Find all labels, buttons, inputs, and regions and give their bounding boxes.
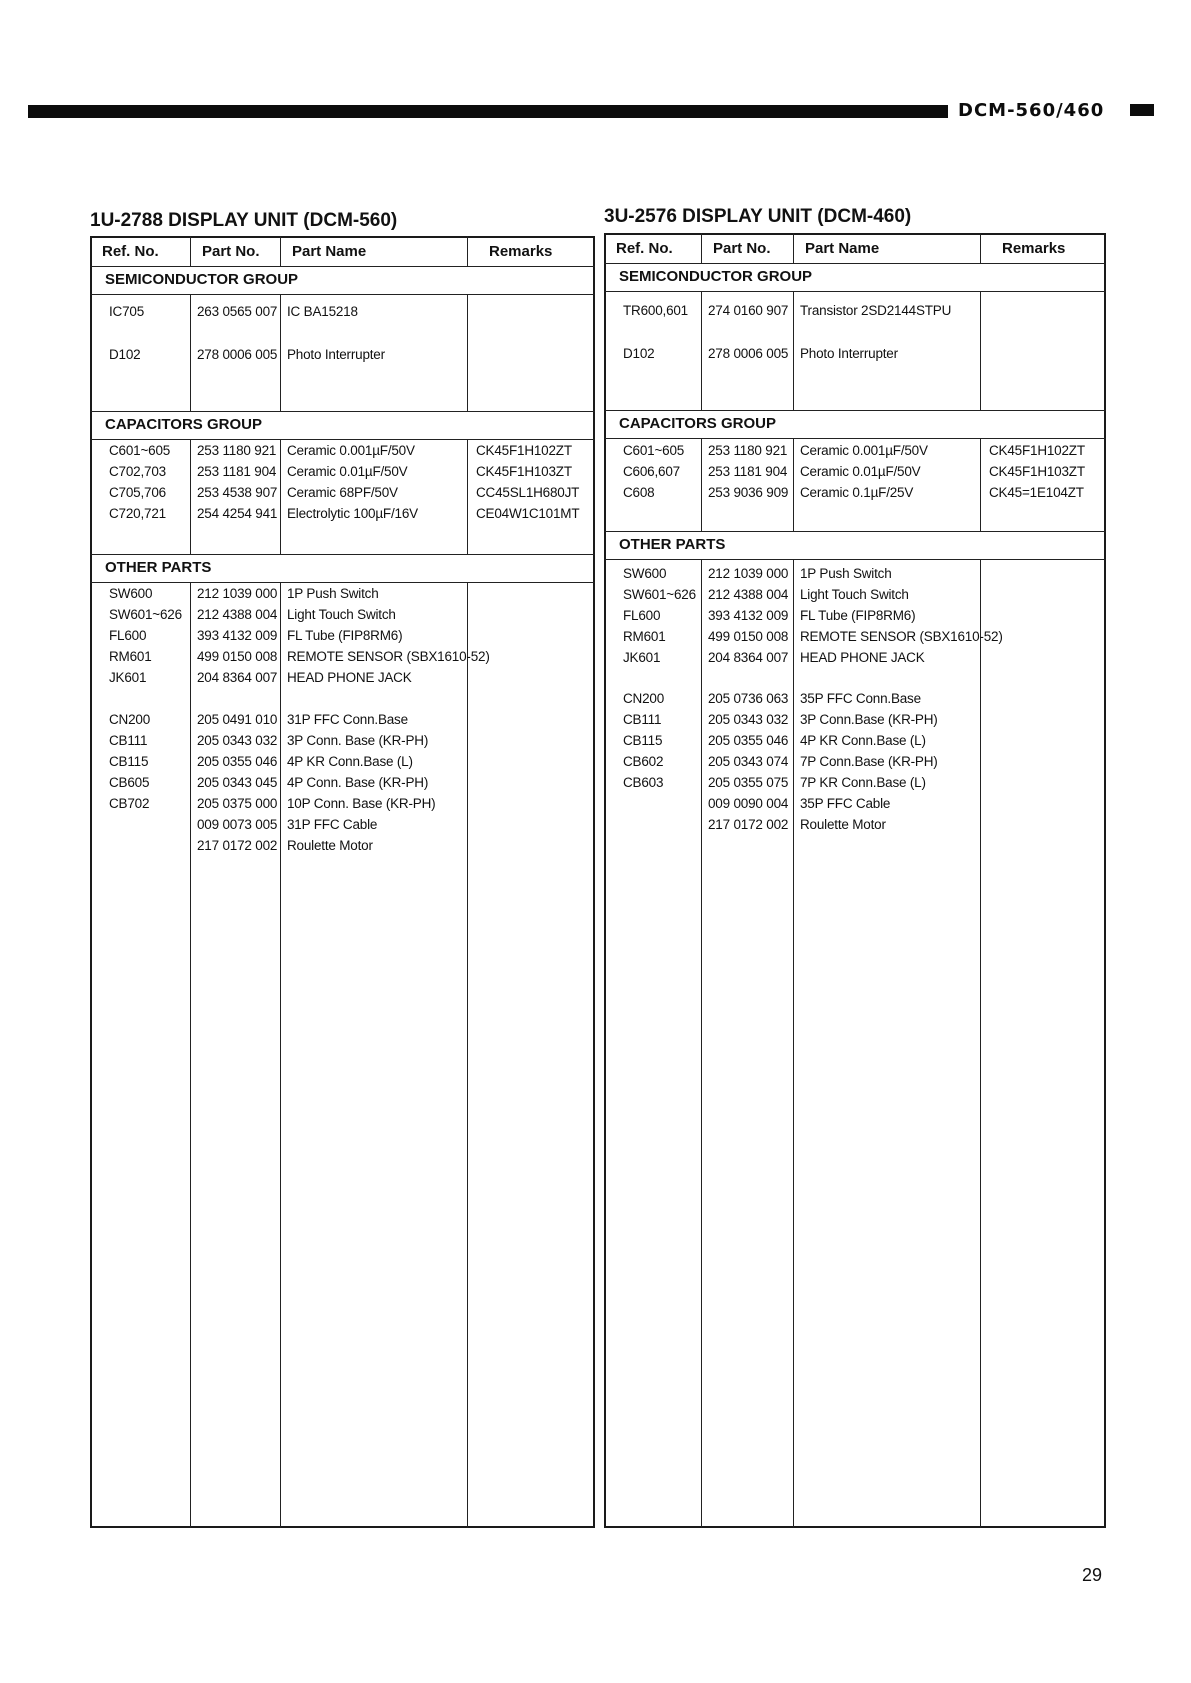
part-no-cell: 217 0172 002 — [197, 838, 278, 853]
header-end-block — [1130, 104, 1154, 116]
remarks-cell: CK45F1H102ZT — [476, 443, 572, 458]
group-heading: OTHER PARTS — [105, 559, 212, 576]
part-name-cell: 7P KR Conn.Base (L) — [800, 775, 926, 790]
part-no-cell: 205 0343 032 — [197, 733, 278, 748]
part-no-cell: 217 0172 002 — [708, 817, 789, 832]
part-name-cell: Ceramic 0.01µF/50V — [287, 464, 408, 479]
group-divider — [90, 294, 595, 295]
ref-no-cell: CN200 — [109, 712, 151, 727]
ref-no-cell: C606,607 — [623, 464, 680, 479]
part-name-cell: 1P Push Switch — [287, 586, 379, 601]
group-heading: CAPACITORS GROUP — [619, 415, 776, 432]
part-no-cell: 205 0375 000 — [197, 796, 278, 811]
ref-no-cell: CB111 — [623, 712, 662, 727]
part-no-cell: 204 8364 007 — [708, 650, 789, 665]
part-name-cell: Ceramic 68PF/50V — [287, 485, 398, 500]
group-divider — [604, 559, 1106, 560]
part-no-cell: 499 0150 008 — [197, 649, 278, 664]
part-name-cell: Transistor 2SD2144STPU — [800, 303, 952, 318]
part-no-cell: 212 4388 004 — [708, 587, 789, 602]
part-name-cell: 4P KR Conn.Base (L) — [800, 733, 926, 748]
ref-no-cell: SW601~626 — [109, 607, 182, 622]
group-divider — [90, 439, 595, 440]
page-number: 29 — [1082, 1565, 1103, 1585]
part-no-cell: 253 9036 909 — [708, 485, 789, 500]
ref-no-cell: SW600 — [623, 566, 667, 581]
part-name-cell: Ceramic 0.1µF/25V — [800, 485, 914, 500]
ref-no-cell: JK601 — [623, 650, 661, 665]
ref-no-cell: C720,721 — [109, 506, 166, 521]
ref-no-cell: C601~605 — [623, 443, 685, 458]
part-name-cell: 7P Conn.Base (KR-PH) — [800, 754, 938, 769]
group-heading: OTHER PARTS — [619, 536, 726, 553]
group-heading: SEMICONDUCTOR GROUP — [619, 268, 813, 285]
part-name-cell: Photo Interrupter — [287, 347, 385, 362]
part-name-cell: HEAD PHONE JACK — [800, 650, 925, 665]
group-divider — [604, 263, 1106, 264]
remarks-cell: CK45F1H102ZT — [989, 443, 1085, 458]
part-no-cell: 253 1181 904 — [708, 464, 788, 479]
part-no-cell: 205 0355 046 — [708, 733, 789, 748]
group-divider — [90, 554, 595, 555]
ref-no-cell: SW600 — [109, 586, 153, 601]
column-header: Ref. No. — [616, 240, 673, 257]
column-header: Part No. — [713, 240, 771, 257]
column-header: Part Name — [805, 240, 880, 257]
remarks-cell: CK45=1E104ZT — [989, 485, 1084, 500]
ref-no-cell: CN200 — [623, 691, 665, 706]
unit-title: 3U-2576 DISPLAY UNIT (DCM-460) — [604, 206, 912, 227]
group-divider — [604, 438, 1106, 439]
group-heading: SEMICONDUCTOR GROUP — [105, 271, 299, 288]
ref-no-cell: TR600,601 — [623, 303, 688, 318]
ref-no-cell: CB111 — [109, 733, 148, 748]
part-no-cell: 212 4388 004 — [197, 607, 278, 622]
part-no-cell: 205 0736 063 — [708, 691, 789, 706]
part-name-cell: Photo Interrupter — [800, 346, 898, 361]
part-no-cell: 263 0565 007 — [197, 304, 278, 319]
remarks-cell: CC45SL1H680JT — [476, 485, 580, 500]
part-no-cell: 253 4538 907 — [197, 485, 278, 500]
part-no-cell: 393 4132 009 — [197, 628, 278, 643]
column-header: Part Name — [292, 243, 367, 260]
part-no-cell: 253 1180 921 — [197, 443, 277, 458]
part-no-cell: 253 1181 904 — [197, 464, 277, 479]
part-no-cell: 212 1039 000 — [197, 586, 278, 601]
part-no-cell: 278 0006 005 — [197, 347, 278, 362]
part-name-cell: Roulette Motor — [287, 838, 373, 853]
ref-no-cell: JK601 — [109, 670, 147, 685]
unit-title: 1U-2788 DISPLAY UNIT (DCM-560) — [90, 210, 398, 231]
group-divider — [604, 531, 1106, 532]
part-name-cell: 35P FFC Cable — [800, 796, 891, 811]
part-name-cell: Ceramic 0.001µF/50V — [287, 443, 415, 458]
part-name-cell: 31P FFC Conn.Base — [287, 712, 408, 727]
part-name-cell: 10P Conn. Base (KR-PH) — [287, 796, 436, 811]
model-label: DCM-560/460 — [958, 100, 1105, 121]
part-name-cell: Light Touch Switch — [287, 607, 396, 622]
ref-no-cell: C601~605 — [109, 443, 171, 458]
ref-no-cell: C702,703 — [109, 464, 166, 479]
part-name-cell: 4P KR Conn.Base (L) — [287, 754, 413, 769]
ref-no-cell: CB605 — [109, 775, 150, 790]
ref-no-cell: RM601 — [623, 629, 666, 644]
part-name-cell: 31P FFC Cable — [287, 817, 378, 832]
column-header: Ref. No. — [102, 243, 159, 260]
ref-no-cell: FL600 — [109, 628, 147, 643]
part-no-cell: 205 0355 075 — [708, 775, 789, 790]
ref-no-cell: CB115 — [109, 754, 149, 769]
part-name-cell: Light Touch Switch — [800, 587, 909, 602]
part-no-cell: 009 0073 005 — [197, 817, 278, 832]
ref-no-cell: CB115 — [623, 733, 663, 748]
part-name-cell: 3P Conn.Base (KR-PH) — [800, 712, 938, 727]
remarks-cell: CK45F1H103ZT — [989, 464, 1085, 479]
ref-no-cell: C608 — [623, 485, 655, 500]
part-name-cell: REMOTE SENSOR (SBX1610-52) — [287, 649, 490, 664]
group-divider — [90, 582, 595, 583]
part-no-cell: 205 0343 074 — [708, 754, 789, 769]
part-name-cell: 1P Push Switch — [800, 566, 892, 581]
part-no-cell: 205 0491 010 — [197, 712, 278, 727]
part-name-cell: 3P Conn. Base (KR-PH) — [287, 733, 429, 748]
part-no-cell: 393 4132 009 — [708, 608, 789, 623]
part-no-cell: 205 0343 032 — [708, 712, 789, 727]
part-name-cell: IC BA15218 — [287, 304, 358, 319]
part-no-cell: 499 0150 008 — [708, 629, 789, 644]
part-no-cell: 205 0343 045 — [197, 775, 278, 790]
part-no-cell: 274 0160 907 — [708, 303, 789, 318]
part-name-cell: FL Tube (FIP8RM6) — [800, 608, 916, 623]
part-no-cell: 009 0090 004 — [708, 796, 789, 811]
ref-no-cell: SW601~626 — [623, 587, 696, 602]
group-divider — [90, 266, 595, 267]
ref-no-cell: IC705 — [109, 304, 145, 319]
group-divider — [90, 411, 595, 412]
ref-no-cell: CB603 — [623, 775, 664, 790]
ref-no-cell: CB702 — [109, 796, 150, 811]
column-header: Remarks — [489, 243, 553, 260]
part-name-cell: HEAD PHONE JACK — [287, 670, 412, 685]
remarks-cell: CK45F1H103ZT — [476, 464, 572, 479]
part-no-cell: 278 0006 005 — [708, 346, 789, 361]
ref-no-cell: C705,706 — [109, 485, 166, 500]
ref-no-cell: D102 — [623, 346, 655, 361]
part-name-cell: 4P Conn. Base (KR-PH) — [287, 775, 429, 790]
part-name-cell: Electrolytic 100µF/16V — [287, 506, 418, 521]
part-no-cell: 212 1039 000 — [708, 566, 789, 581]
part-no-cell: 253 1180 921 — [708, 443, 788, 458]
ref-no-cell: D102 — [109, 347, 141, 362]
part-no-cell: 204 8364 007 — [197, 670, 278, 685]
ref-no-cell: CB602 — [623, 754, 664, 769]
part-no-cell: 205 0355 046 — [197, 754, 278, 769]
ref-no-cell: RM601 — [109, 649, 152, 664]
part-name-cell: Ceramic 0.01µF/50V — [800, 464, 921, 479]
column-header: Part No. — [202, 243, 260, 260]
part-name-cell: REMOTE SENSOR (SBX1610-52) — [800, 629, 1003, 644]
column-header: Remarks — [1002, 240, 1066, 257]
group-divider — [604, 291, 1106, 292]
remarks-cell: CE04W1C101MT — [476, 506, 580, 521]
ref-no-cell: FL600 — [623, 608, 661, 623]
part-name-cell: Roulette Motor — [800, 817, 886, 832]
part-name-cell: 35P FFC Conn.Base — [800, 691, 921, 706]
group-divider — [604, 410, 1106, 411]
group-heading: CAPACITORS GROUP — [105, 416, 262, 433]
part-no-cell: 254 4254 941 — [197, 506, 278, 521]
part-name-cell: Ceramic 0.001µF/50V — [800, 443, 928, 458]
header-rule — [28, 105, 948, 118]
part-name-cell: FL Tube (FIP8RM6) — [287, 628, 403, 643]
